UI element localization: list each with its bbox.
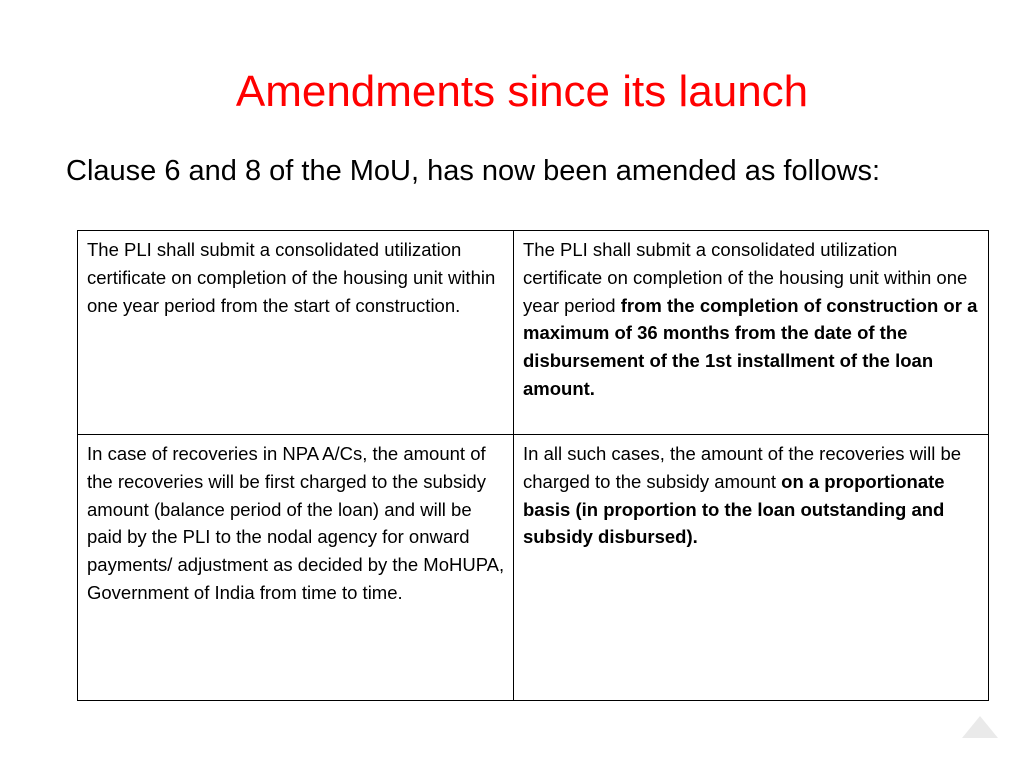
amended-clause-emphasis: on a proportionate basis (in proportion to the loan outstanding and subsidy disbursed). [523, 470, 945, 548]
table-row [78, 435, 989, 701]
table-row [78, 231, 989, 435]
home-icon [960, 714, 1000, 740]
slide-title: Amendments since its launch [235, 67, 809, 116]
amendment-table [77, 230, 989, 701]
original-clause-text: The PLI shall submit a consolidated utilization certificate on completion of the housing unit within one year period from the start of construction. [87, 239, 496, 316]
amended-clause-cell [514, 435, 989, 701]
amended-clause-text: In all such cases, the amount of the recoveries will be charged to the subsidy amount [523, 443, 962, 492]
amended-clause-cell [514, 231, 989, 435]
amended-clause-emphasis: from the completion of construction or a maximum of 36 months from the date of the disbursement of the 1st installment of the loan amount. [523, 294, 978, 399]
amended-clause-text: The PLI shall submit a consolidated utilization certificate on completion of the housing unit within one year period [523, 239, 968, 316]
slide-subtitle: Clause 6 and 8 of the MoU, has now been amended as follows: [66, 155, 881, 187]
original-clause-cell [78, 231, 514, 435]
original-clause-text: In case of recoveries in NPA A/Cs, the amount of the recoveries will be first charged to the subsidy amount (balance period of the loan) and will be paid by the PLI to the nodal agency for onward payments/ adjustment as decided by the MoHUPA, Government of India from time to time. [87, 443, 505, 603]
original-clause-cell [78, 435, 514, 701]
